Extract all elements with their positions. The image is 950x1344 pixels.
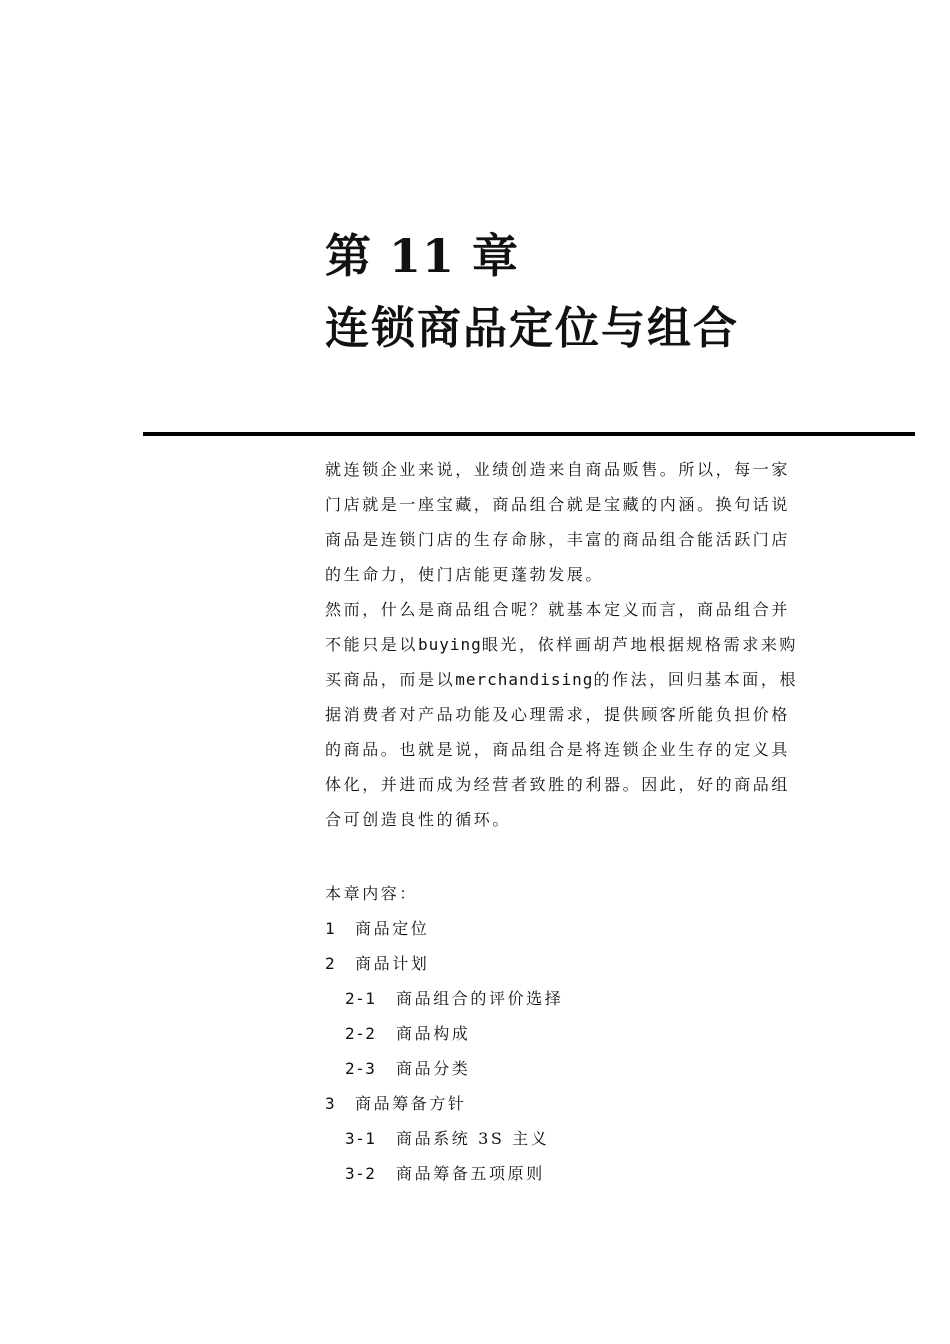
intro-text-fragment: 买商品，而是以 xyxy=(325,670,456,689)
toc-item-number: 2-2 xyxy=(345,1024,376,1043)
toc-item-label: 商品筹备方针 xyxy=(355,1094,467,1113)
toc-item-label: 商品定位 xyxy=(355,919,430,938)
toc-heading: 本章内容： xyxy=(325,884,419,903)
toc-subitem xyxy=(325,981,825,1016)
toc-item-label: 商品分类 xyxy=(396,1059,471,1078)
intro-line: 合可创造良性的循环。 xyxy=(325,810,512,829)
intro-text-fragment: 不能只是以 xyxy=(325,635,419,654)
toc-item-number: 1 xyxy=(325,919,336,938)
toc-subitem xyxy=(325,1121,825,1156)
toc-subitem xyxy=(325,1051,825,1086)
toc-item-label: 商品系统 3S 主义 xyxy=(396,1129,550,1148)
intro-text xyxy=(325,452,811,837)
toc-item-number: 3-2 xyxy=(345,1164,376,1183)
toc-item-number: 2-1 xyxy=(345,989,376,1008)
chapter-title: 连锁商品定位与组合 xyxy=(325,303,739,354)
toc-item xyxy=(325,911,825,946)
toc-subitem xyxy=(325,1156,825,1191)
english-term: buying xyxy=(418,635,482,654)
toc-subitem xyxy=(325,1016,825,1051)
toc-item-label: 商品计划 xyxy=(355,954,430,973)
intro-line: 门店就是一座宝藏，商品组合就是宝藏的内涵。换句话说 xyxy=(325,495,791,514)
toc-item-label: 商品组合的评价选择 xyxy=(396,989,564,1008)
toc-item-number: 3 xyxy=(325,1094,336,1113)
toc-item-number: 2 xyxy=(325,954,336,973)
intro-line: 据消费者对产品功能及心理需求，提供顾客所能负担价格 xyxy=(325,705,791,724)
intro-line xyxy=(325,627,811,662)
toc-item-number: 2-3 xyxy=(345,1059,376,1078)
intro-line: 体化，并进而成为经营者致胜的利器。因此，好的商品组 xyxy=(325,775,791,794)
intro-line: 然而，什么是商品组合呢？就基本定义而言，商品组合并 xyxy=(325,600,791,619)
table-of-contents xyxy=(325,876,825,1191)
intro-text-fragment: 的作法，回归基本面，根 xyxy=(593,670,799,689)
intro-line xyxy=(325,662,811,697)
intro-text-fragment: 眼光，依样画胡芦地根据规格需求来购 xyxy=(481,635,799,654)
intro-line: 的商品。也就是说，商品组合是将连锁企业生存的定义具 xyxy=(325,740,791,759)
intro-line: 商品是连锁门店的生存命脉，丰富的商品组合能活跃门店 xyxy=(325,530,791,549)
toc-item-label: 商品构成 xyxy=(396,1024,471,1043)
toc-item-number: 3-1 xyxy=(345,1129,376,1148)
intro-line: 的生命力，使门店能更蓬勃发展。 xyxy=(325,565,605,584)
english-term: merchandising xyxy=(455,670,594,689)
toc-item xyxy=(325,1086,825,1121)
toc-item-label: 商品筹备五项原则 xyxy=(396,1164,545,1183)
divider-rule xyxy=(143,432,915,436)
intro-line: 就连锁企业来说，业绩创造来自商品贩售。所以，每一家 xyxy=(325,460,791,479)
chapter-number: 第 11 章 xyxy=(325,229,520,283)
toc-item xyxy=(325,946,825,981)
